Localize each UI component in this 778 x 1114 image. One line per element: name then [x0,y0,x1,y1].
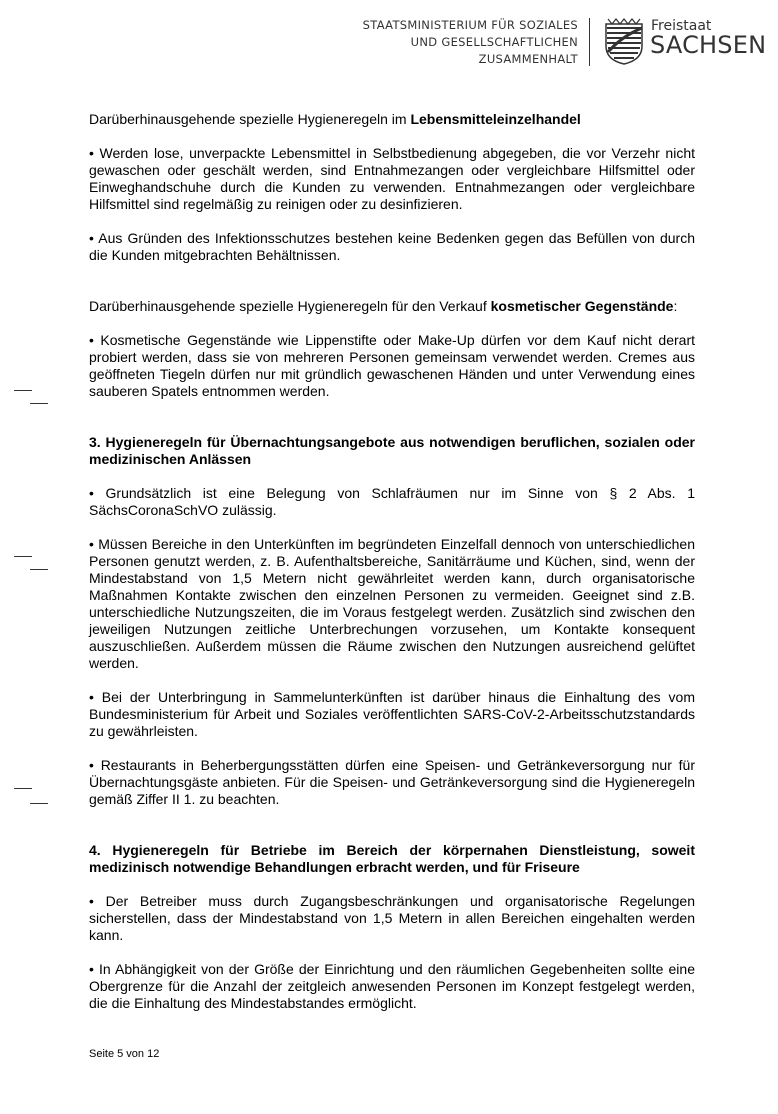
ministry-name [363,17,578,68]
saxony-coat-of-arms-icon [602,16,646,66]
heading-emphasis: kosmetischer Gegenstände [490,298,674,314]
margin-mark [30,569,48,570]
paragraph: • In Abhängigkeit von der Größe der Einrichtung und den räumlichen Gegebenheiten sollte eine Obergrenze für die Anzahl der zeitgleich anwesenden Personen im Konzept festgelegt werden, die die Einhaltung des Mindestabstandes ermöglicht. [89,961,695,1011]
margin-mark [30,403,48,404]
heading-emphasis: Lebensmitteleinzelhandel [410,111,581,127]
paragraph: • Grundsätzlich ist eine Belegung von Schlafräumen nur im Sinne von § 2 Abs. 1 SächsCoronaSchVO zulässig. [89,485,695,518]
section-heading [89,842,695,876]
heading-text: 3. Hygieneregeln für Übernachtungsangebote aus notwendigen beruflichen, sozialen oder medizinischen Anlässen [89,434,695,467]
page-number: Seite 5 von 12 [89,1048,160,1060]
heading-suffix: : [673,298,678,314]
margin-mark [30,803,48,804]
margin-mark [14,390,32,391]
paragraph: • Restaurants in Beherbergungsstätten dürfen eine Speisen- und Getränkeversorgung nur für Übernachtungsgäste anbieten. Für die Speisen- und Getränkeversorgung sind die Hygieneregeln gemäß Ziffer II 1. zu beachten. [89,757,695,807]
freistaat-label: Freistaat [651,18,712,34]
heading-text: Darüberhinausgehende spezielle Hygieneregeln für den Verkauf [89,298,491,314]
section-heading [89,298,695,315]
section-heading [89,111,695,128]
paragraph: • Müssen Bereiche in den Unterkünften im begründeten Einzelfall dennoch von unterschiedlichen Personen genutzt werden, z. B. Aufenthaltsbereiche, Sanitärräume und Küchen, sind, wenn der Mindestabstand von 1,5 Metern nicht gewährleitet werden kann, durch organisatorische Maßnahmen Kontakte zwischen den einzelnen Personen zu vermeiden. Geeignet sind z.B. unterschiedliche Nutzungszeiten, die im Voraus festgelegt werden. Zusätzlich sind zwischen den jeweiligen Nutzungen zeitliche Unterbrechungen vorzusehen, um Kontakte konsequent auszuschließen. Außerdem müssen die Räume zwischen den Nutzungen ausreichend gelüftet werden. [89,536,695,671]
paragraph: • Der Betreiber muss durch Zugangsbeschränkungen und organisatorische Regelungen sicherstellen, dass der Mindestabstand von 1,5 Metern in allen Bereichen eingehalten werden kann. [89,893,695,943]
header-divider [589,18,590,66]
section-heading [89,434,695,468]
paragraph: • Kosmetische Gegenstände wie Lippenstifte oder Make-Up dürfen vor dem Kauf nicht derart probiert werden, dass sie von mehreren Personen gemeinsam verwendet werden. Cremes aus geöffneten Tiegeln dürfen nur mit gründlich gewaschenen Händen und unter Verwendung eines sauberen Spatels entnommen werden. [89,332,695,399]
heading-text: Darüberhinausgehende spezielle Hygieneregeln im [89,111,411,127]
margin-mark [14,556,32,557]
document-body [89,111,695,1012]
sachsen-wordmark: SACHSEN [650,31,767,59]
heading-text: 4. Hygieneregeln für Betriebe im Bereich der körpernahen Dienstleistung, soweit medizinisch notwendige Behandlungen erbracht werden, und für Friseure [89,842,695,875]
ministry-line-2: UND GESELLSCHAFTLICHEN [410,35,578,49]
paragraph: • Werden lose, unverpackte Lebensmittel in Selbstbedienung abgegeben, die vor Verzehr nicht gewaschen oder geschält werden, sind Entnahmezangen oder vergleichbare Hilfsmittel oder Einweghandschuhe durch die Kunden zu verwenden. Entnahmezangen oder vergleichbare Hilfsmittel sind regelmäßig zu reinigen oder zu desinfizieren. [89,145,695,212]
ministry-line-3: ZUSAMMENHALT [478,52,578,66]
paragraph: • Bei der Unterbringung in Sammelunterkünften ist darüber hinaus die Einhaltung des vom Bundesministerium für Arbeit und Soziales veröffentlichten SARS-CoV-2-Arbeitsschutzstandards zu gewährleisten. [89,689,695,739]
paragraph: • Aus Gründen des Infektionsschutzes bestehen keine Bedenken gegen das Befüllen von durch die Kunden mitgebrachten Behältnissen. [89,230,695,263]
ministry-line-1: STAATSMINISTERIUM FÜR SOZIALES [362,18,578,32]
margin-mark [14,788,32,789]
